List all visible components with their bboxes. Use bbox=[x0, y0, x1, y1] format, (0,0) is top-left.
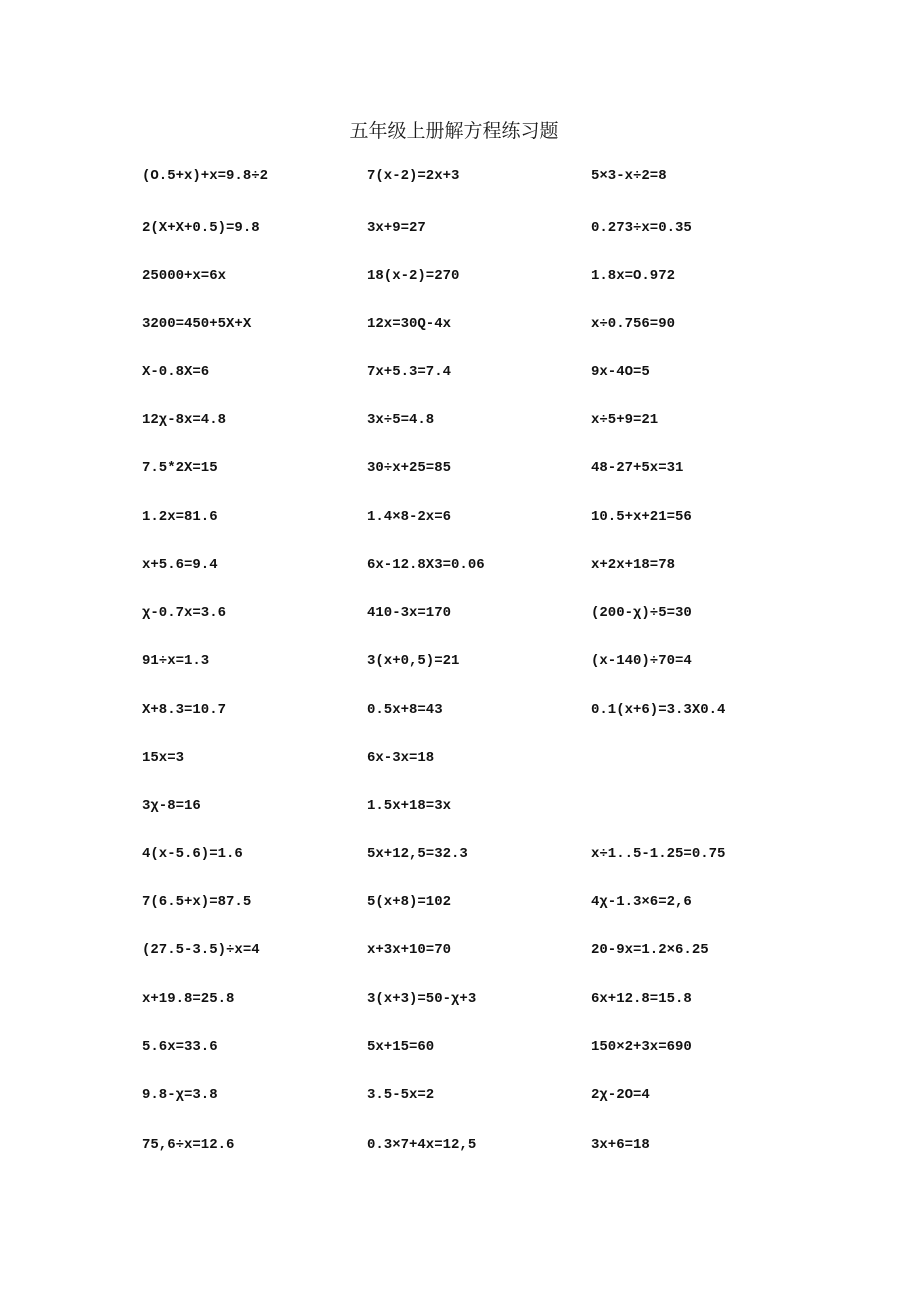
equation-col1: 9.8-χ=3.8 bbox=[142, 1087, 218, 1103]
equation-row bbox=[0, 796, 920, 820]
equation-col2: 3x+9=27 bbox=[367, 220, 426, 236]
equation-row bbox=[0, 1037, 920, 1061]
equation-col2: 1.4×8-2x=6 bbox=[367, 509, 452, 525]
equation-col2: 3(x+3)=50-χ+3 bbox=[367, 991, 477, 1007]
equation-col1: 25000+x=6x bbox=[142, 268, 227, 284]
equation-col1: 3χ-8=16 bbox=[142, 798, 201, 814]
equation-col3: 9x-4O=5 bbox=[591, 364, 650, 380]
equation-col2: 7x+5.3=7.4 bbox=[367, 364, 452, 380]
equation-col3: 1.8x=O.972 bbox=[591, 268, 676, 284]
equation-row bbox=[0, 989, 920, 1013]
equation-col1: 4(x-5.6)=1.6 bbox=[142, 846, 243, 862]
equation-col3: 5×3-x÷2=8 bbox=[591, 168, 667, 184]
equation-row bbox=[0, 1085, 920, 1109]
equation-row bbox=[0, 410, 920, 434]
equation-row bbox=[0, 1135, 920, 1159]
equation-col3: 0.273÷x=0.35 bbox=[591, 220, 692, 236]
equation-col1: X-0.8X=6 bbox=[142, 364, 210, 380]
equation-col1: 7(6.5+x)=87.5 bbox=[142, 894, 252, 910]
equation-col2: 6x-3x=18 bbox=[367, 750, 435, 766]
equation-row bbox=[0, 507, 920, 531]
equation-col3: 3x+6=18 bbox=[591, 1137, 650, 1153]
equation-row bbox=[0, 844, 920, 868]
equation-col1: 15x=3 bbox=[142, 750, 185, 766]
equation-col1: χ-0.7x=3.6 bbox=[142, 605, 227, 621]
equation-row bbox=[0, 314, 920, 338]
equation-col2: 3(x+0,5)=21 bbox=[367, 653, 460, 669]
equation-col2: 5(x+8)=102 bbox=[367, 894, 452, 910]
equation-col3: x÷5+9=21 bbox=[591, 412, 659, 428]
equation-col2: 5x+15=60 bbox=[367, 1039, 435, 1055]
equation-col1: x+5.6=9.4 bbox=[142, 557, 218, 573]
equation-row bbox=[0, 748, 920, 772]
equation-row bbox=[0, 651, 920, 675]
equation-col2: 7(x-2)=2x+3 bbox=[367, 168, 460, 184]
equation-col1: (O.5+x)+x=9.8÷2 bbox=[142, 168, 269, 184]
equation-col1: 75,6÷x=12.6 bbox=[142, 1137, 235, 1153]
equation-col2: 3x÷5=4.8 bbox=[367, 412, 435, 428]
equation-row bbox=[0, 892, 920, 916]
equation-col3: x+2x+18=78 bbox=[591, 557, 676, 573]
equation-row bbox=[0, 218, 920, 242]
equation-col3: 6x+12.8=15.8 bbox=[591, 991, 692, 1007]
equation-row bbox=[0, 266, 920, 290]
equation-col1: 91÷x=1.3 bbox=[142, 653, 210, 669]
equation-col2: 6x-12.8X3=0.06 bbox=[367, 557, 485, 573]
page-title: 五年级上册解方程练习题 bbox=[349, 120, 559, 142]
equation-col1: 7.5*2X=15 bbox=[142, 460, 218, 476]
equation-col2: x+3x+10=70 bbox=[367, 942, 452, 958]
equation-col2: 0.3×7+4x=12,5 bbox=[367, 1137, 477, 1153]
equation-col1: 12χ-8x=4.8 bbox=[142, 412, 227, 428]
equation-row bbox=[0, 940, 920, 964]
equation-col3: 20-9x=1.2×6.25 bbox=[591, 942, 709, 958]
equation-col3: x÷0.756=90 bbox=[591, 316, 676, 332]
equation-col2: 5x+12,5=32.3 bbox=[367, 846, 468, 862]
equation-row bbox=[0, 700, 920, 724]
equation-col2: 1.5x+18=3x bbox=[367, 798, 452, 814]
equation-row bbox=[0, 362, 920, 386]
equation-col1: X+8.3=10.7 bbox=[142, 702, 227, 718]
equation-col1: 2(X+X+0.5)=9.8 bbox=[142, 220, 260, 236]
equation-col3: 2χ-2O=4 bbox=[591, 1087, 650, 1103]
equation-row bbox=[0, 166, 920, 190]
equation-col1: x+19.8=25.8 bbox=[142, 991, 235, 1007]
equation-col2: 18(x-2)=270 bbox=[367, 268, 460, 284]
equation-col3: 4χ-1.3×6=2,6 bbox=[591, 894, 692, 910]
equation-col3: 10.5+x+21=56 bbox=[591, 509, 692, 525]
equation-col3: (x-140)÷70=4 bbox=[591, 653, 692, 669]
equation-col2: 30÷x+25=85 bbox=[367, 460, 452, 476]
equation-col3: (200-χ)÷5=30 bbox=[591, 605, 692, 621]
equation-col3: 150×2+3x=690 bbox=[591, 1039, 692, 1055]
equation-row bbox=[0, 458, 920, 482]
equation-row bbox=[0, 603, 920, 627]
equation-col3: 48-27+5x=31 bbox=[591, 460, 684, 476]
equation-col2: 410-3x=170 bbox=[367, 605, 452, 621]
equation-row bbox=[0, 555, 920, 579]
equation-col3: 0.1(x+6)=3.3X0.4 bbox=[591, 702, 726, 718]
equation-col1: 5.6x=33.6 bbox=[142, 1039, 218, 1055]
equation-col2: 3.5-5x=2 bbox=[367, 1087, 435, 1103]
equation-col1: 3200=450+5X+X bbox=[142, 316, 252, 332]
equation-col3: x÷1..5-1.25=0.75 bbox=[591, 846, 726, 862]
equation-col2: 0.5x+8=43 bbox=[367, 702, 443, 718]
equation-col1: (27.5-3.5)÷x=4 bbox=[142, 942, 260, 958]
equation-col2: 12x=30Q-4x bbox=[367, 316, 452, 332]
equation-col1: 1.2x=81.6 bbox=[142, 509, 218, 525]
